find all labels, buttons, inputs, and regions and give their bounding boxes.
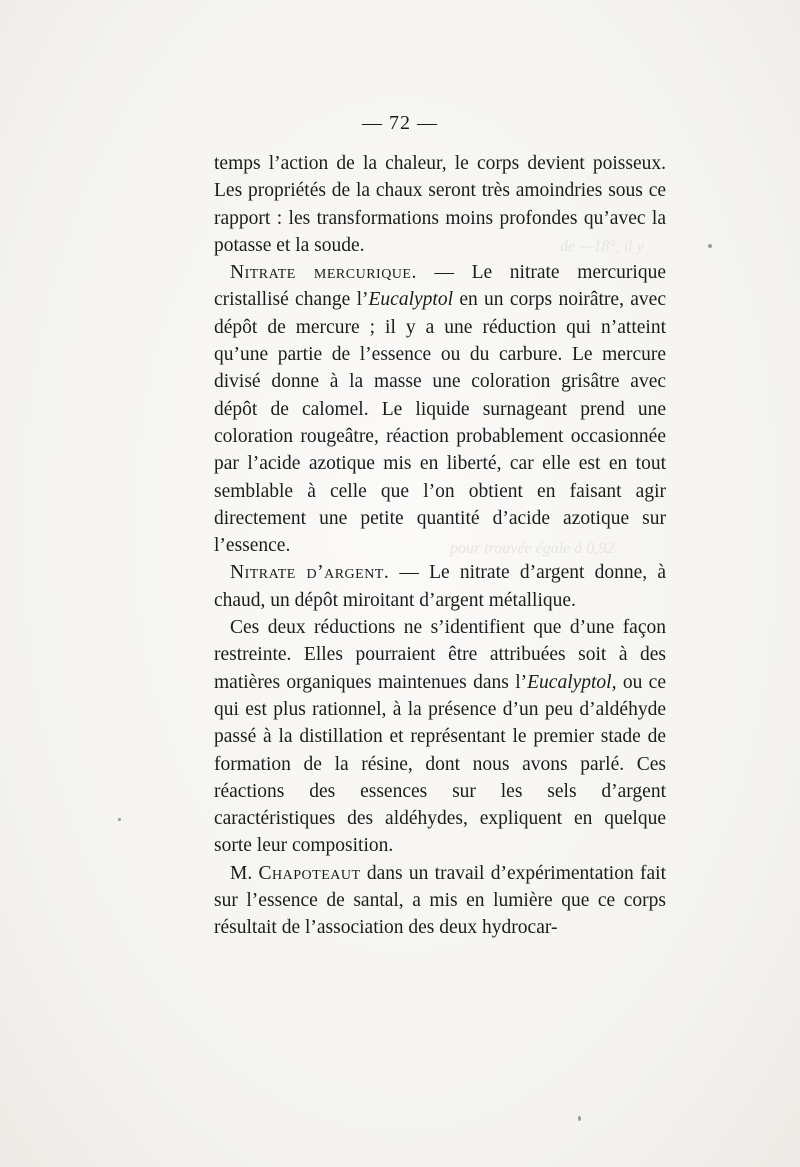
- italic-term: Eucalyptol: [368, 289, 453, 311]
- body-text: [214, 150, 666, 942]
- paragraph-chapoteaut: [214, 860, 666, 942]
- paragraph-text: en un corps noirâtre, avec dépôt de mercure ; il y a une réduction qui n’atteint qu’une partie de l’essence ou du carbure. Le mercure divisé donne à la masse une coloration grisâtre avec dépôt de calomel. Le liquide surnageant prend une coloration rougeâtre, réaction probablement occasionnée par l’acide azotique mis en liberté, car elle est en tout semblable à celle que l’on obtient en faisant agir directement une petite quantité d’acide azotique sur l’essence.: [214, 289, 666, 557]
- paragraph-reductions: [214, 614, 666, 860]
- paragraph-text: Ces deux réductions ne s’identifient que d’une façon restreinte. Elles pourraient être attribuées soit à des matières organiques maintenues dans l’: [214, 617, 666, 693]
- paragraph-text: M.: [230, 862, 259, 884]
- paragraph-text: — Le nitrate d’argent donne, à chaud, un dépôt miroitant d’argent métallique.: [214, 562, 666, 611]
- paper-speck: [708, 244, 712, 248]
- page-number: — 72 —: [362, 112, 438, 134]
- paragraph-nitrate-mercurique: [214, 259, 666, 559]
- paper-speck: [118, 818, 121, 821]
- section-heading: Nitrate mercurique.: [230, 262, 417, 284]
- paragraph-nitrate-argent: [214, 559, 666, 614]
- show-through-mark: de —18°, il y: [560, 238, 644, 255]
- paragraph-text: dans un travail d’expérimentation fait sur l’essence de santal, a mis en lumière que ce corps résultait de l’association des deux hydrocar-: [214, 862, 666, 939]
- paragraph-text: ou ce qui est plus rationnel, à la présence d’un peu d’aldéhyde passé à la distillation et représentant le premier stade de formation de la résine, dont nous avons parlé. Ces réactions des essences sur les sels d’argent caractéristiques des aldéhydes, expliquent en quelque sorte leur composition.: [214, 671, 666, 857]
- italic-term: Eucalyptol,: [527, 671, 617, 693]
- paper-speck: [578, 1116, 581, 1121]
- paragraph-text: — Le nitrate mercurique cristallisé change l’: [214, 262, 666, 311]
- show-through-mark: pour trouvée égale à 0,92.: [450, 540, 619, 557]
- paragraph-continuation: temps l’action de la chaleur, le corps devient poisseux. Les propriétés de la chaux seront très amoindries sous ce rapport : les transformations moins profondes qu’avec la potasse et la soude.: [214, 153, 666, 256]
- author-name: Chapoteaut: [258, 862, 361, 884]
- section-heading: Nitrate d’argent.: [230, 562, 390, 584]
